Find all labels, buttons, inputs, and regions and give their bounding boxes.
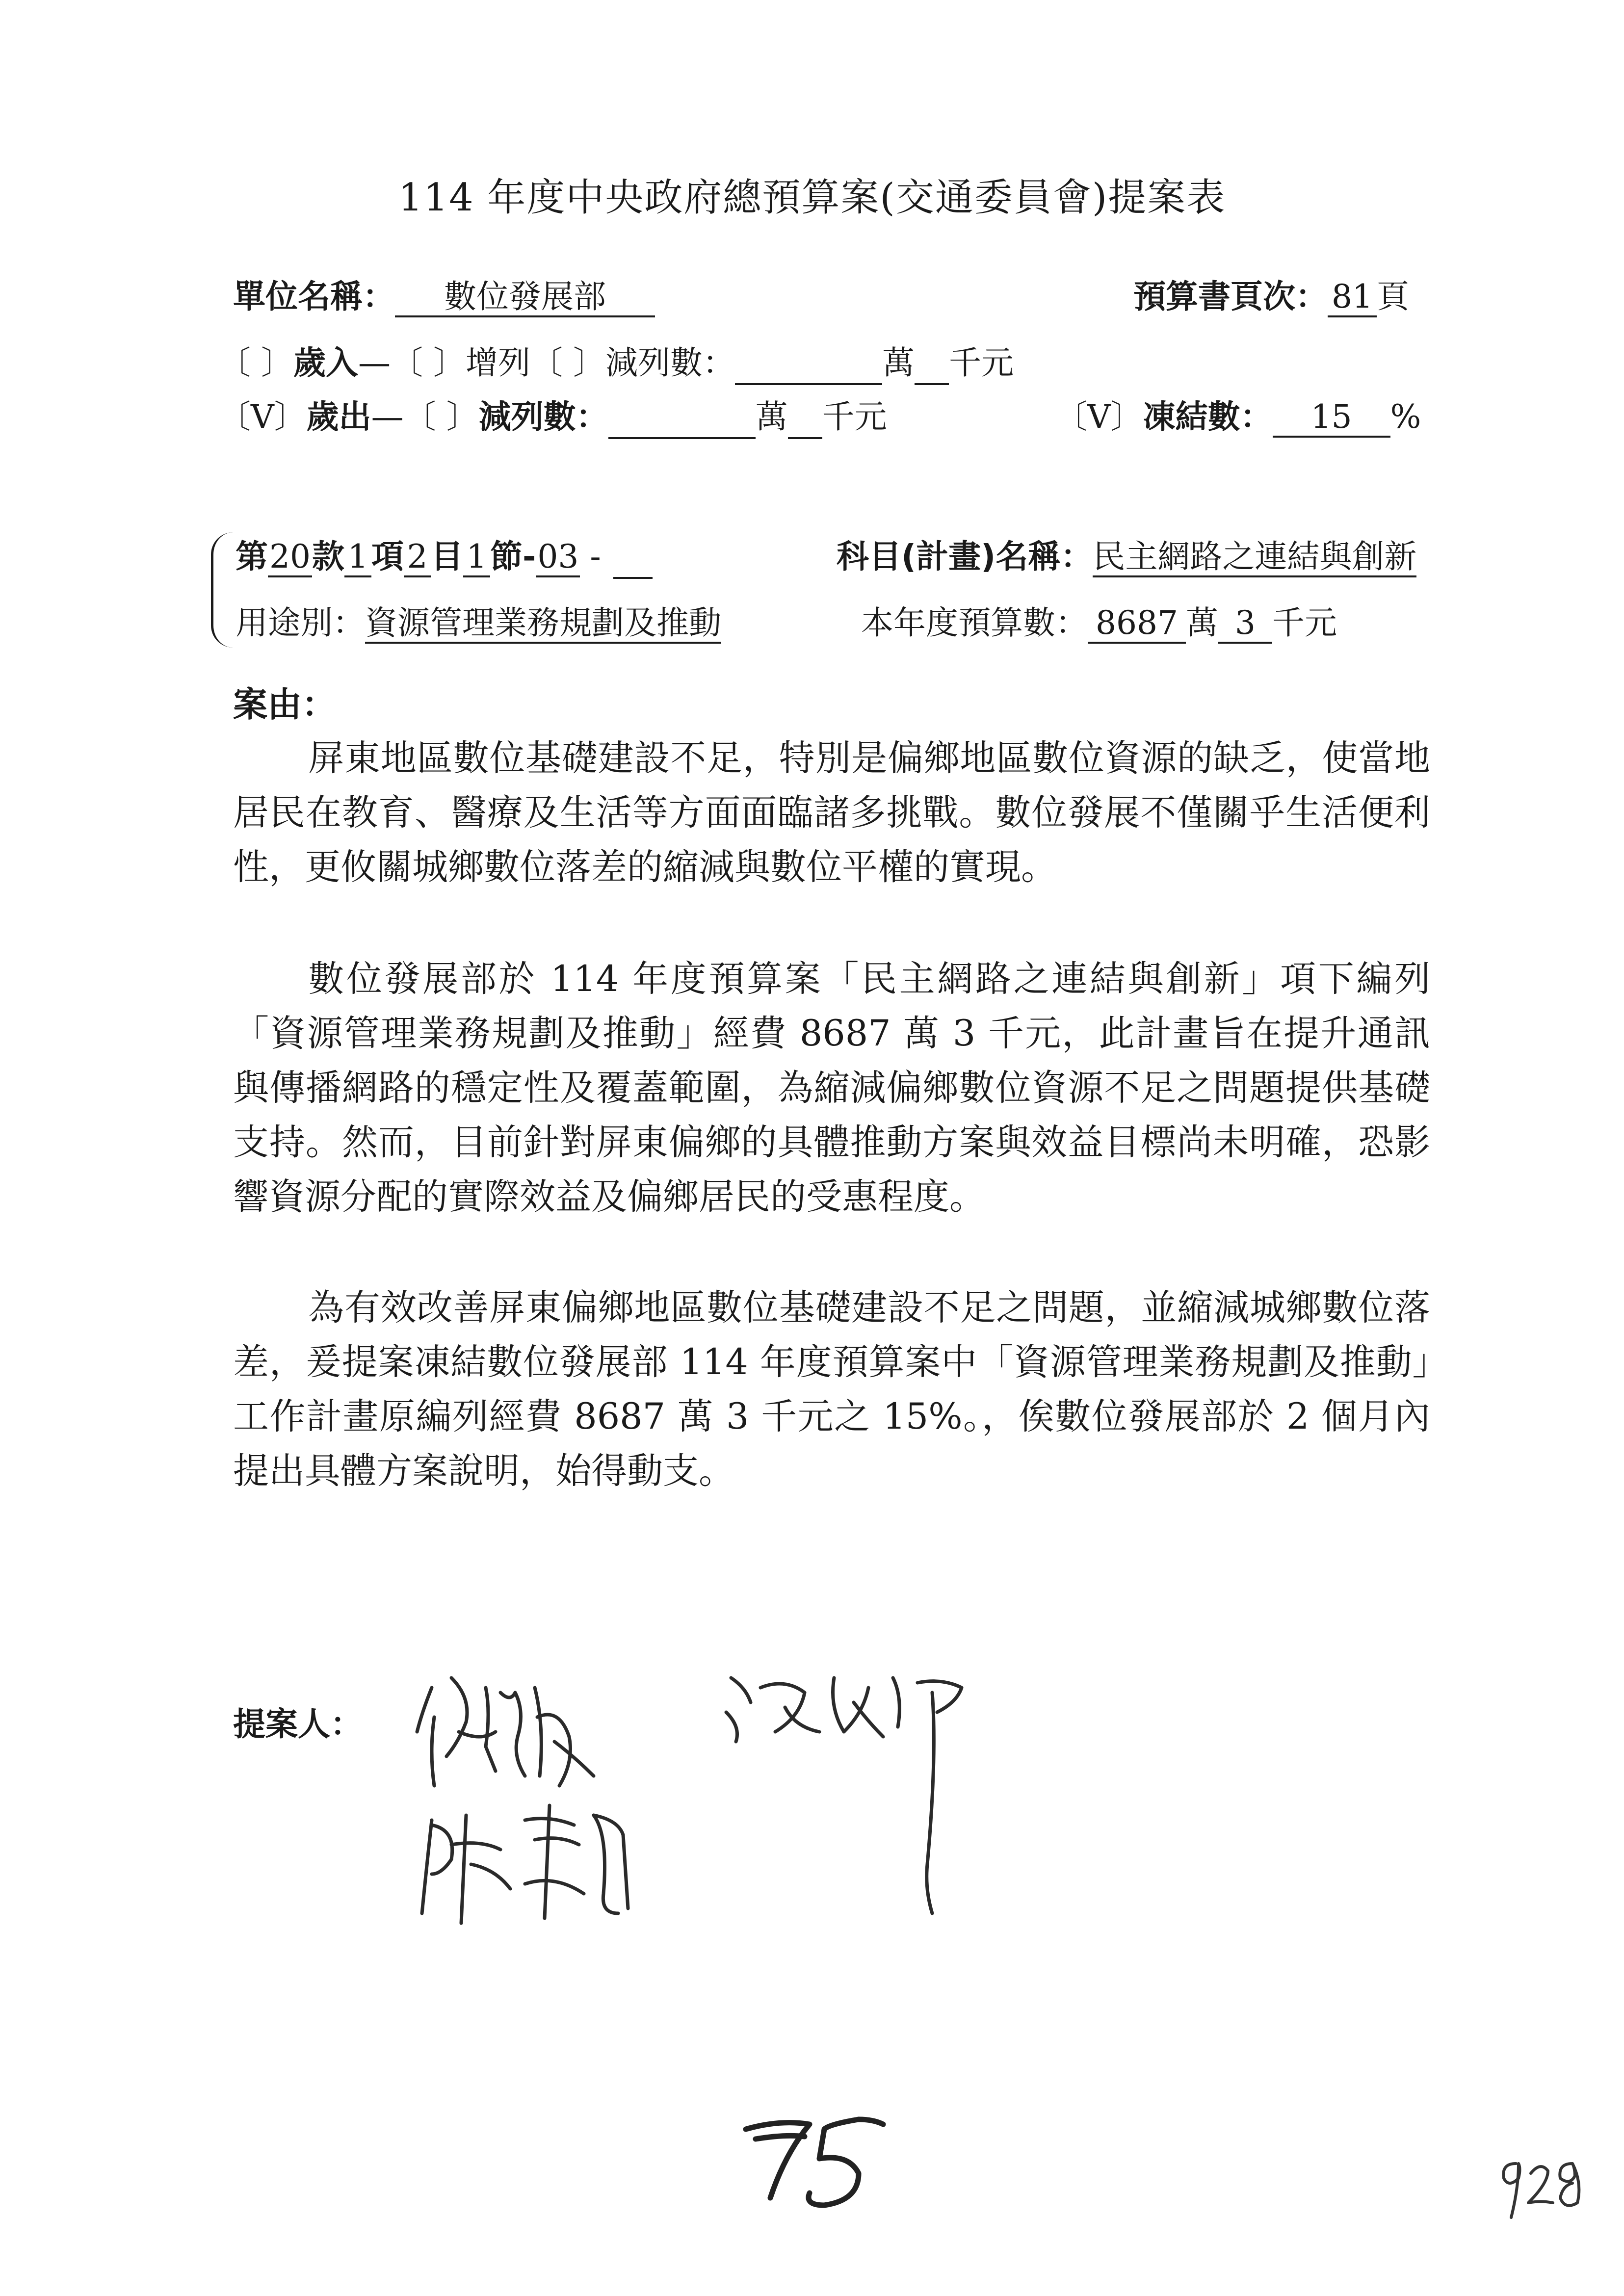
freeze-unit: % [1390, 398, 1421, 436]
page-ref-row [1133, 275, 1409, 319]
increase-checkbox: 〔 〕 [390, 344, 466, 382]
income-wan-blank [735, 352, 882, 385]
increase-text: 增列 [465, 344, 530, 382]
jie-value: 1 [463, 538, 490, 577]
classification-brace [211, 532, 233, 648]
handwritten-page-number-drawing [736, 2110, 893, 2213]
project-name: 民主網路之連結與創新 [1093, 538, 1416, 577]
expense-decrease-checkbox: 〔 〕 [403, 398, 479, 436]
jie-label: 節- [490, 538, 536, 575]
income-label: 歲入 [293, 344, 358, 382]
classification-tail: - [590, 538, 601, 575]
handwritten-signatures [412, 1658, 1060, 1943]
expense-checkbox: 〔V〕 [218, 398, 307, 436]
classification-row [236, 535, 653, 579]
reason-paragraph-3: 為有效改善屏東偏鄉地區數位基礎建設不足之問題，並縮減城鄉數位落差，爰提案凍結數位發展部 114 年度預算案中「資源管理業務規劃及推動」工作計畫原編列經費 8687 萬 3 千元之 15%。，俟數位發展部於 2 個月內提出具體方案說明，始得動支。 [233, 1287, 1430, 1492]
usage-value: 資源管理業務規劃及推動 [365, 604, 721, 644]
mu-value: 2 [404, 538, 431, 577]
expense-thousand-unit: 千元 [822, 398, 887, 436]
budget-wan-unit: 萬 [1186, 604, 1218, 642]
reason-paragraph-2: 數位發展部於 114 年度預算案「民主網路之連結與創新」項下編列「資源管理業務規劃及推動」經費 8687 萬 3 千元，此計畫旨在提升通訊與傳播網路的穩定性及覆蓋範圍，為縮減偏鄉數位資源不足之問題提供基礎支持。然而，目前針對屏東偏鄉的具體推動方案與效益目標尚未明確，恐影響資源分配的實際效益及偏鄉居民的受惠程度。 [233, 958, 1430, 1218]
unit-label: 單位名稱： [233, 278, 395, 315]
income-dash: — [358, 344, 391, 382]
freeze-row [1055, 395, 1421, 439]
page-ref-value: 81 [1328, 278, 1377, 317]
handwritten-page-number [736, 2110, 893, 2215]
kuan-value: 20 [268, 538, 312, 577]
budget-thousand-value: 3 [1218, 604, 1272, 644]
handwritten-corner-number-drawing [1492, 2149, 1590, 2227]
income-thousand-unit: 千元 [948, 344, 1014, 382]
kuan-label: 款 [312, 538, 344, 575]
proposer-label: 提案人： [233, 1705, 363, 1743]
mu-label: 目 [431, 538, 463, 575]
xiang-value: 1 [344, 538, 371, 577]
usage-label: 用途別： [236, 604, 365, 642]
decrease-text: 減列數： [605, 344, 735, 382]
expense-thousand-blank [788, 406, 822, 439]
unit-value: 數位發展部 [395, 278, 655, 317]
unit-row [233, 275, 655, 319]
project-row [837, 535, 1416, 579]
income-checkbox: 〔 〕 [218, 344, 293, 382]
expense-dash: — [371, 398, 404, 436]
freeze-value: 15 [1273, 398, 1390, 438]
freeze-checkbox: 〔V〕 [1055, 398, 1143, 436]
expense-decrease-label: 減列數： [478, 398, 608, 436]
handwritten-corner-number [1492, 2149, 1590, 2229]
income-wan-unit: 萬 [882, 344, 915, 382]
expense-wan-unit: 萬 [755, 398, 788, 436]
kuan-prefix: 第 [236, 538, 268, 575]
expense-label: 歲出 [306, 398, 371, 436]
income-thousand-blank [915, 352, 949, 385]
page-ref-label: 預算書頁次： [1133, 278, 1328, 315]
classification-tail-blank [613, 546, 653, 579]
freeze-label: 凍結數： [1143, 398, 1273, 436]
reason-paragraph-1: 屏東地區數位基礎建設不足，特別是偏鄉地區數位資源的缺乏，使當地居民在教育、醫療及生活等方面面臨諸多挑戰。數位發展不僅關乎生活便利性，更攸關城鄉數位落差的縮減與數位平權的實現。 [233, 737, 1430, 888]
signature-1 [417, 1678, 594, 1786]
decrease-checkbox: 〔 〕 [530, 344, 605, 382]
budget-label: 本年度預算數： [861, 604, 1088, 642]
project-label: 科目(計畫)名稱： [837, 538, 1093, 575]
page-ref-suffix: 頁 [1377, 278, 1409, 315]
signature-3 [422, 1805, 628, 1923]
xiang-label: 項 [371, 538, 404, 575]
budget-thousand-unit: 千元 [1272, 604, 1337, 642]
signature-2 [726, 1678, 962, 1913]
expense-row [218, 395, 887, 439]
form-title: 114 年度中央政府總預算案(交通委員會)提案表 [398, 176, 1226, 220]
budget-wan-value: 8687 [1088, 604, 1186, 644]
usage-row [236, 601, 721, 645]
income-row [218, 341, 1014, 385]
budget-row [861, 601, 1337, 645]
jie-code: 03 [536, 538, 580, 577]
reason-title: 案由： [233, 684, 336, 725]
expense-wan-blank [608, 406, 756, 439]
